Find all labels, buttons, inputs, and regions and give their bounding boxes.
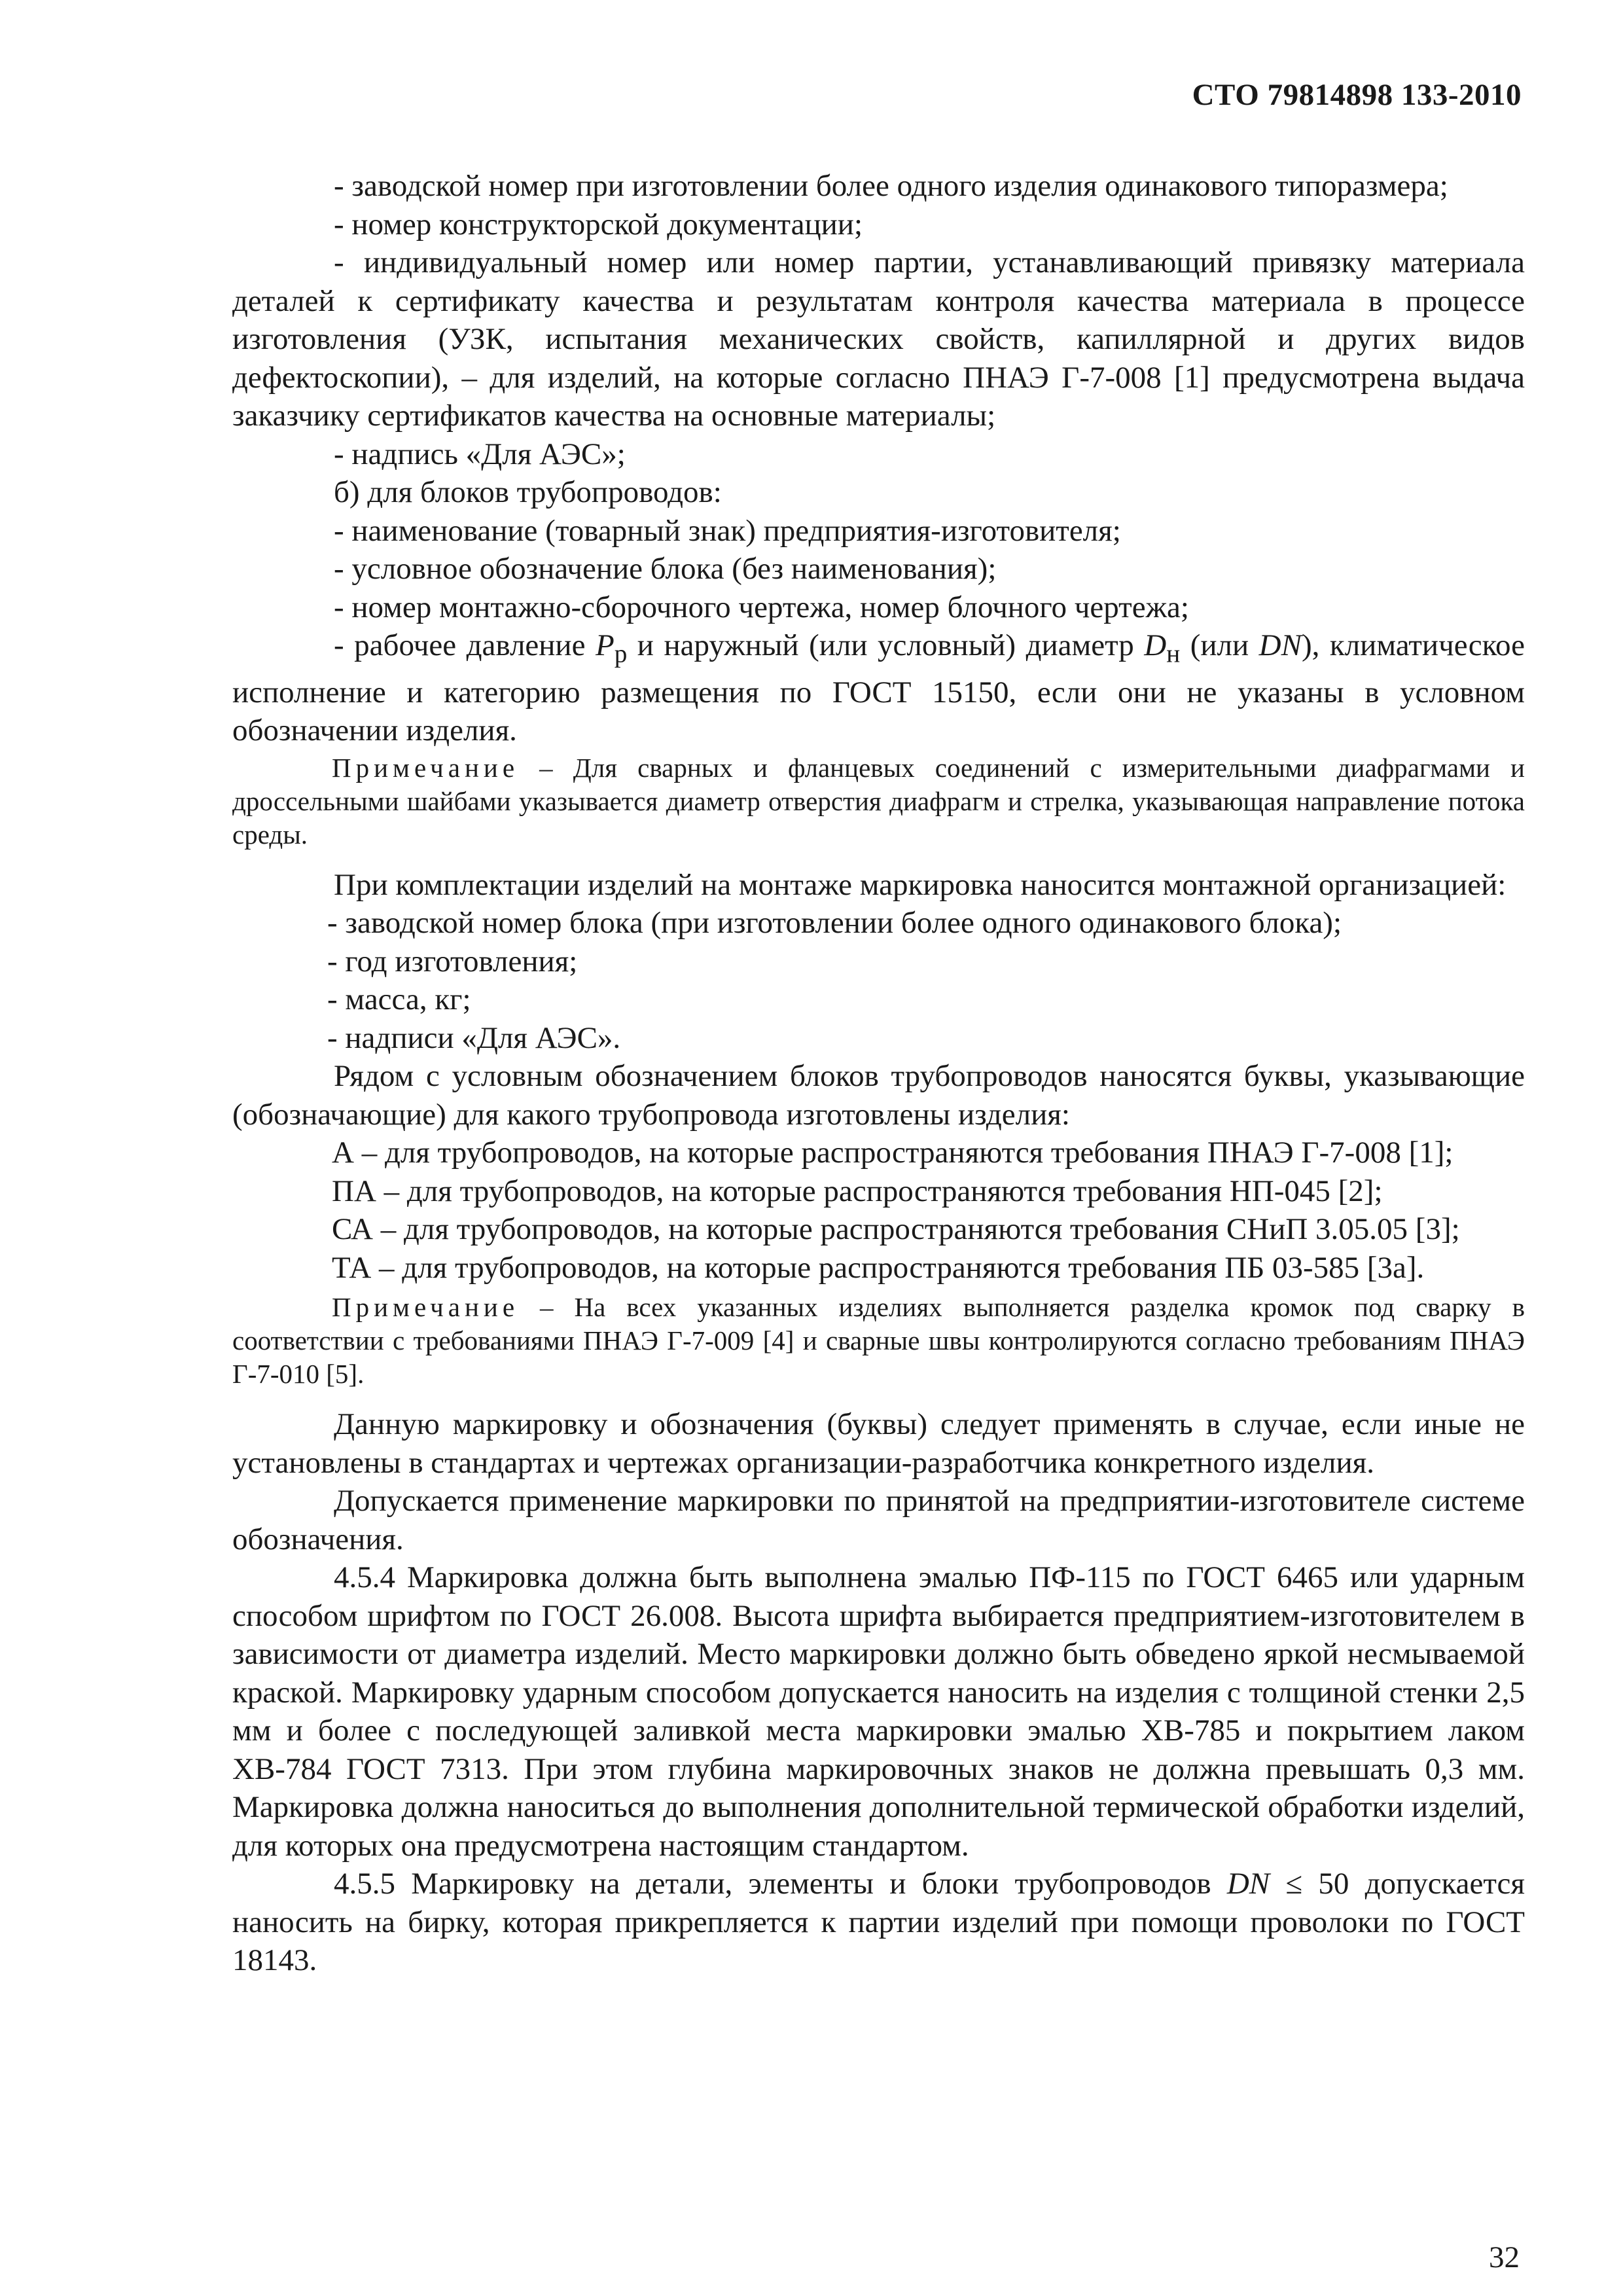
list-heading-pipe-blocks: б) для блоков трубопроводов:: [334, 475, 722, 509]
note-welding: [232, 1291, 1525, 1391]
text-run: и наружный (или условный) диаметр: [627, 628, 1145, 662]
document-code-header: СТО 79814898 133-2010: [1192, 78, 1522, 112]
list-item-working-pressure: [232, 626, 1525, 750]
note-label: Примечание: [332, 752, 520, 783]
list-item-batch-number: - индивидуальный номер или номер партии, устанавливающий привязку материала деталей к сертификату качества и результатам контроля качества материала в процессе изготовления (УЗК, испытания механических свойств, капиллярной и других видов дефектоскопии), – для изделий, на которые согласно ПНАЭ Г-7-008 [1] предусмотрена выдача заказчику сертификатов качества на основные материалы;: [232, 245, 1525, 433]
diameter-symbol: D: [1144, 628, 1167, 662]
list-item-block-designation: - условное обозначение блока (без наименования);: [334, 552, 997, 586]
note-text: – Для сварных и фланцевых соединений с измерительными диафрагмами и дроссельными шайбами указывается диаметр отверстия диафрагм и стрелка, указывающая направление потока среды.: [232, 752, 1525, 850]
list-item-mass: - масса, кг;: [327, 982, 471, 1017]
diameter-subscript: н: [1166, 639, 1181, 668]
text-run: - рабочее давление: [334, 628, 596, 662]
list-item-aes-inscriptions: - надписи «Для АЭС».: [327, 1020, 621, 1055]
text-run: ≤ 50 допускается наносить на бирку, которая прикрепляется к партии изделий при помощи проволоки по ГОСТ 18143.: [232, 1867, 1525, 1978]
clause-4-5-4: 4.5.4 Маркировка должна быть выполнена эмалью ПФ-115 по ГОСТ 6465 или ударным способом шрифтом по ГОСТ 26.008. Высота шрифта выбирается предприятием-изготовителем в зависимости от диаметра изделий. Место маркировки должно быть обведено яркой несмываемой краской. Маркировку ударным способом допускается наносить на изделия с толщиной стенки 2,5 мм и более с последующей заливкой места маркировки эмалью ХВ-785 и покрытием лаком ХВ-784 ГОСТ 7313. При этом глубина маркировочных знаков не должна превышать 0,3 мм. Маркировка должна наноситься до выполнения дополнительной термической обработки изделий, для которых она предусмотрена настоящим стандартом.: [232, 1560, 1525, 1863]
paragraph-letters: Рядом с условным обозначением блоков трубопроводов наносятся буквы, указывающие (обозначающие) для какого трубопровода изготовлены изделия:: [232, 1059, 1525, 1132]
list-item-year: - год изготовления;: [327, 944, 578, 978]
list-item-manufacturer-name: - наименование (товарный знак) предприятия-изготовителя;: [334, 513, 1121, 548]
pressure-symbol: P: [595, 628, 615, 662]
letter-sa-definition: СА – для трубопроводов, на которые распространяются требования СНиП 3.05.05 [3];: [332, 1212, 1460, 1247]
dn-symbol: DN: [1226, 1867, 1270, 1901]
text-run: (или: [1180, 628, 1259, 662]
letter-pa-definition: ПА – для трубопроводов, на которые распространяются требования НП-045 [2];: [332, 1174, 1383, 1208]
dn-symbol: DN: [1258, 628, 1302, 662]
paragraph-marking-permitted: Допускается применение маркировки по принятой на предприятии-изготовителе системе обозначения.: [232, 1484, 1525, 1556]
page-number: 32: [1489, 2240, 1520, 2274]
letter-ta-definition: ТА – для трубопроводов, на которые распространяются требования ПБ 03-585 [3а].: [332, 1250, 1425, 1285]
list-item-block-serial: - заводской номер блока (при изготовлении более одного одинакового блока);: [327, 906, 1342, 941]
page-body: [232, 167, 1525, 1980]
clause-4-5-5: [232, 1865, 1525, 1980]
note-text: – На всех указанных изделиях выполняется разделка кромок под сварку в соответствии с требованиями ПНАЭ Г-7-009 [4] и сварные швы контролируются согласно требованиям ПНАЭ Г-7-010 [5].: [232, 1292, 1525, 1390]
list-item-design-doc-number: - номер конструкторской документации;: [334, 207, 863, 242]
note-orifice: [232, 751, 1525, 852]
list-item-aes-label: - надпись «Для АЭС»;: [334, 437, 626, 471]
list-item-serial-number: - заводской номер при изготовлении более одного изделия одинакового типоразмера;: [334, 169, 1448, 203]
pressure-subscript: р: [614, 639, 628, 668]
paragraph-marking-application: Данную маркировку и обозначения (буквы) следует применять в случае, если иные не установлены в стандартах и чертежах организации-разработчика конкретного изделия.: [232, 1407, 1525, 1480]
text-run: 4.5.5 Маркировку на детали, элементы и блоки трубопроводов: [334, 1867, 1227, 1901]
paragraph-assembly-marking: При комплектации изделий на монтаже маркировка наносится монтажной организацией:: [334, 867, 1507, 902]
letter-a-definition: А – для трубопроводов, на которые распространяются требования ПНАЭ Г-7-008 [1];: [332, 1136, 1454, 1170]
text-run: ), климатическое исполнение и категорию размещения по ГОСТ 15150, если они не указаны в условном обозначении изделия.: [232, 628, 1525, 748]
list-item-drawing-number: - номер монтажно-сборочного чертежа, номер блочного чертежа;: [334, 590, 1189, 624]
note-label: Примечание: [332, 1292, 520, 1323]
